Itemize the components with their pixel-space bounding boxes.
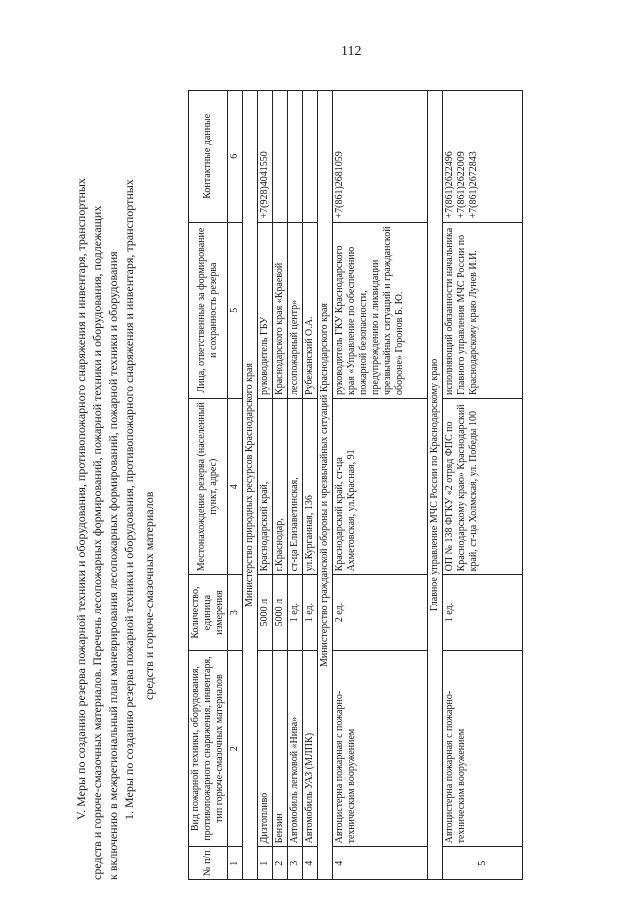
col-number: 4 bbox=[228, 398, 243, 574]
section-title: Министерство гражданской обороны и чрезвычайных ситуаций Краснодарского края bbox=[318, 91, 333, 880]
row-number: 4 bbox=[333, 847, 428, 880]
section-title: Министерство природных ресурсов Краснодарского края bbox=[243, 91, 258, 880]
item-cell: Автомобиль УАЗ (МЛПК) bbox=[303, 650, 318, 847]
heading-line-2: средств и горюче-смазочных материалов. Перечень лесопожарных формирований, пожарной техники и оборудования, подлежащих bbox=[90, 205, 104, 880]
responsible-cell: руководитель ГКУ Краснодарского края «Управление по обеспечению пожарной безопасности, предупреждению и ликвидации чрезвычайных ситуаций и гражданской обороне» Горонов Б. Ю. bbox=[333, 222, 428, 398]
qty-cell: 5000 л bbox=[258, 575, 273, 650]
table-row bbox=[303, 91, 318, 880]
item-cell: Дизтопливо bbox=[258, 650, 273, 847]
table-row bbox=[443, 91, 523, 880]
header-cell: Контактные данные bbox=[189, 91, 228, 223]
location-cell: ОП № 138 ФГКУ «2 отряд ФПС по Краснодарскому краю» Краснодарский край, ст-ца Холмская, ул. Победы 100 bbox=[443, 398, 523, 574]
col-number: 3 bbox=[228, 575, 243, 650]
heading-line-3: к включению в межрегиональный план маневрирования лесопожарных формирований, пожарной техники и оборудования bbox=[106, 251, 120, 880]
section-row bbox=[428, 91, 443, 880]
reserve-table bbox=[188, 90, 523, 880]
header-cell: Лица, ответственные за формирование и сохранность резерва bbox=[189, 222, 228, 398]
responsible-cell: исполняющий обязанности начальника Главного управления МЧС России по Краснодарскому краю Лунев И.И. bbox=[443, 222, 523, 398]
contact-phone: +7(861)2672843 bbox=[468, 151, 479, 219]
section-title: Главное управление МЧС России по Краснодарскому краю bbox=[428, 91, 443, 880]
row-number: 2 bbox=[273, 847, 288, 880]
location-cell: ул.Курганная, 136 bbox=[303, 398, 318, 574]
location-cell: г.Краснодар, bbox=[273, 398, 288, 574]
contact-phone: +7(861)2622496 bbox=[444, 151, 455, 219]
responsible-cell: лесопожарный центр» bbox=[288, 222, 303, 398]
contact-cell: +7(928)4041550 bbox=[258, 91, 273, 223]
col-number: 5 bbox=[228, 222, 243, 398]
contact-cell bbox=[288, 91, 303, 223]
table-row bbox=[273, 91, 288, 880]
page-number: 112 bbox=[341, 44, 362, 59]
location-cell: Краснодарский край, ст-ца Ахметовская, ул.Красная, 91 bbox=[333, 398, 428, 574]
item-cell: Автоцистерна пожарная с пожарно-техническим вооружением bbox=[443, 650, 523, 847]
header-cell: Вид пожарной техники, оборудования, противопожарного снаряжения, инвентаря, тип горюче-смазочных материалов bbox=[189, 650, 228, 847]
contact-cell bbox=[303, 91, 318, 223]
table-row bbox=[288, 91, 303, 880]
qty-cell: 1 ед. bbox=[303, 575, 318, 650]
header-cell: Количество, единица измерения bbox=[189, 575, 228, 650]
responsible-cell: руководитель ГБУ bbox=[258, 222, 273, 398]
col-number: 2 bbox=[228, 650, 243, 847]
contact-cell: +7(861)2681059 bbox=[333, 91, 428, 223]
row-number: 4 bbox=[303, 847, 318, 880]
col-number: 1 bbox=[228, 847, 243, 880]
location-cell: Краснодарский край, bbox=[258, 398, 273, 574]
table-row bbox=[333, 91, 428, 880]
rotated-page-content bbox=[70, 20, 590, 880]
row-number: 5 bbox=[443, 847, 523, 880]
responsible-cell: Рубежанский О.А. bbox=[303, 222, 318, 398]
qty-cell: 1 ед. bbox=[443, 575, 523, 650]
heading-line-4: 1. Меры по созданию резерва пожарной техники и оборудования, противопожарного снаряжения и инвентаря, транспортных bbox=[122, 179, 136, 820]
column-number-row bbox=[228, 91, 243, 880]
qty-cell: 5000 л bbox=[273, 575, 288, 650]
section-row bbox=[318, 91, 333, 880]
row-number: 1 bbox=[258, 847, 273, 880]
table-header-row bbox=[189, 91, 228, 880]
contact-cell bbox=[443, 91, 523, 223]
section-row bbox=[243, 91, 258, 880]
location-cell: ст-ца Елизаветинская, bbox=[288, 398, 303, 574]
qty-cell: 1 ед. bbox=[288, 575, 303, 650]
header-cell: № п/п bbox=[189, 847, 228, 880]
row-number: 3 bbox=[288, 847, 303, 880]
heading-line-1: V. Меры по созданию резерва пожарной техники и оборудования, противопожарного снаряжения и инвентаря, транспортных bbox=[74, 178, 88, 820]
item-cell: Автомобиль легковой «Нива» bbox=[288, 650, 303, 847]
responsible-cell: Краснодарского края «Краевой bbox=[273, 222, 288, 398]
item-cell: Бензин bbox=[273, 650, 288, 847]
contact-cell bbox=[273, 91, 288, 223]
item-cell: Автоцистерна пожарная с пожарно-техническим вооружением bbox=[333, 650, 428, 847]
table-row bbox=[258, 91, 273, 880]
header-cell: Местонахождение резерва (населенный пункт, адрес) bbox=[189, 398, 228, 574]
col-number: 6 bbox=[228, 91, 243, 223]
heading-line-5: средств и горюче-смазочных материалов bbox=[142, 491, 156, 700]
contact-phone: +7(861)2622009 bbox=[456, 151, 467, 219]
qty-cell: 2 ед. bbox=[333, 575, 428, 650]
